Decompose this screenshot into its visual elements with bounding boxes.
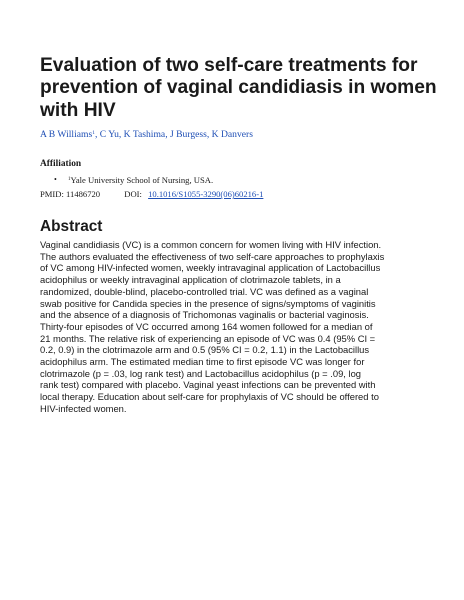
author-link[interactable]: K Danvers <box>211 129 253 140</box>
pmid-label: PMID: <box>40 189 64 199</box>
title-line: with HIV <box>40 99 116 121</box>
abstract-line: clotrimazole (p = .03, log rank test) and Lactobacillus acidophilus (p = .09, log <box>40 367 362 379</box>
article-title <box>40 55 440 122</box>
doi-link[interactable]: 10.1016/S1055-3290(06)60216-1 <box>148 189 264 199</box>
abstract-line: and the absence of a diagnosis of Trichomonas vaginalis or bacterial vaginosis. <box>40 309 369 321</box>
affiliation-sup: 1 <box>68 177 71 182</box>
abstract-line: HIV-infected women. <box>40 402 127 414</box>
abstract-line: Vaginal candidiasis (VC) is a common concern for women living with HIV infection. <box>40 239 382 250</box>
abstract-line: local therapy. Education about self-care for prophylaxis of VC should be offered to <box>40 391 379 403</box>
abstract-line: The authors evaluated the effectiveness of two self-care approaches to prophylaxis <box>40 250 385 262</box>
abstract-line: of VC among HIV-infected women, weekly intravaginal application of Lactobacillus <box>40 262 381 274</box>
author-link[interactable]: K Tashima <box>123 129 166 140</box>
abstract-line: randomized, double-blind, placebo-controlled trial. VC was defined as a vaginal <box>40 285 369 297</box>
affiliation-text: Yale University School of Nursing, USA. <box>70 175 214 185</box>
title-line: prevention of vaginal candidiasis in women <box>40 77 437 99</box>
abstract-line: acidophilus arm. The estimated median time to first episode VC was longer for <box>40 356 365 368</box>
abstract-line: swab positive for Candida species in the presence of signs/symptoms of vaginitis <box>40 297 376 309</box>
author-link[interactable]: J Burgess <box>170 129 207 140</box>
abstract-line: 0.2, 0.9) in the clotrimazole arm and 0.5 (95% CI = 0.2, 1.1) in the Lactobacillus <box>40 344 370 356</box>
article-identifiers <box>40 189 440 200</box>
abstract-line: Thirty-four episodes of VC occurred among 164 women followed for a median of <box>40 320 373 332</box>
author-link[interactable]: A B Williams$^1$ <box>40 129 95 140</box>
abstract-line: acidophilus or weekly intravaginal application of clotrimazole tablets, in a <box>40 274 341 286</box>
bullet-icon: • <box>54 175 57 184</box>
doi-label: DOI: <box>124 189 142 199</box>
abstract-line: rank test) compared with placebo. Vaginal yeast infections can be prevented with <box>40 379 376 391</box>
title-line: Evaluation of two self-care treatments for <box>40 55 418 76</box>
affiliation-marker[interactable]: 1 <box>92 130 95 136</box>
abstract-line: 21 months. The relative risk of experiencing an episode of VC was 0.4 (95% CI = <box>40 332 376 344</box>
author-link[interactable]: C Yu <box>99 129 119 140</box>
affiliation-heading: Affiliation <box>40 159 82 169</box>
pmid-value: 11486720 <box>66 189 101 199</box>
author-list: A B Williams$^1$, C Yu, K Tashima, J Burgess, K Danvers <box>40 129 253 140</box>
abstract-body <box>40 239 440 415</box>
abstract-heading: Abstract <box>40 218 103 235</box>
